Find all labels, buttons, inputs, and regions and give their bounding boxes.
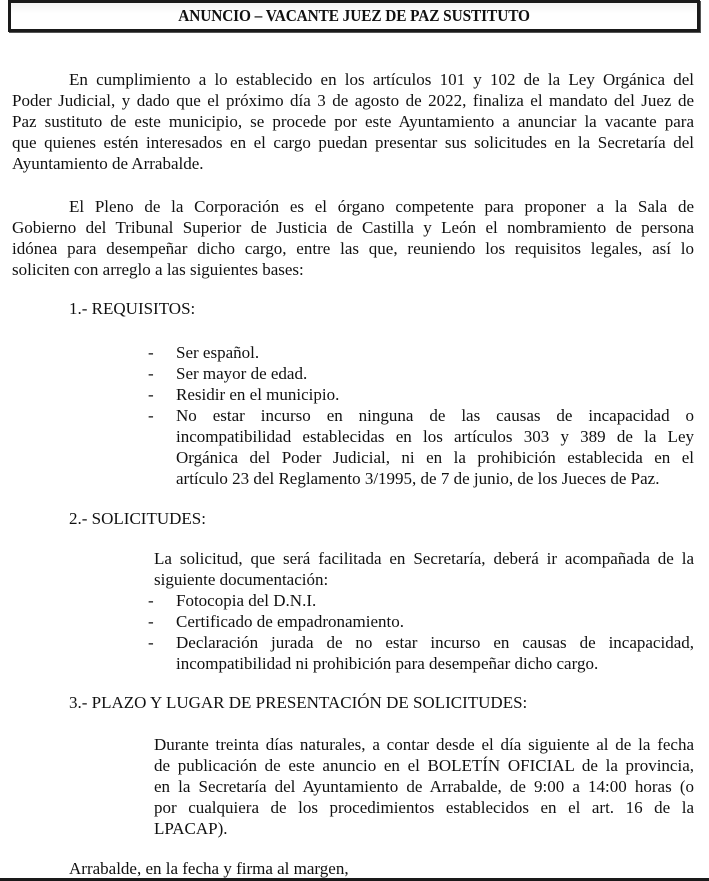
title-box: [8, 0, 700, 32]
list-item: [146, 632, 694, 674]
paragraph-line: La solicitud, que será facilitada en Secretaría, deberá ir acompañada de la: [154, 549, 694, 568]
plazo-body: [154, 734, 694, 839]
list-item: [146, 590, 694, 611]
list-item-text: artículo 23 del Reglamento 3/1995, de 7 de junio, de los Jueces de Paz.: [176, 469, 660, 488]
paragraph-line: El Pleno de la Corporación es el órgano competente para proponer a la Sala de: [69, 197, 694, 216]
list-item-text: Ser mayor de edad.: [176, 364, 308, 383]
list-item: [146, 342, 694, 363]
list-item-text: incompatibilidad ni prohibición para desempeñar dicho cargo.: [176, 654, 599, 673]
section-heading-requisitos: 1.- REQUISITOS:: [69, 299, 196, 318]
intro-paragraph: [12, 69, 694, 174]
section-heading-plazo: 3.- PLAZO Y LUGAR DE PRESENTACIÓN DE SOLICITUDES:: [69, 693, 528, 712]
list-item-text: Certificado de empadronamiento.: [176, 612, 404, 631]
list-item-text: Residir en el municipio.: [176, 385, 340, 404]
list-item: [146, 405, 694, 489]
paragraph-line: por cualquiera de los procedimientos establecidos en el art. 16 de la: [154, 798, 694, 817]
closing-line: Arrabalde, en la fecha y firma al margen,: [69, 859, 349, 878]
dash-bullet-icon: -: [148, 406, 154, 425]
dash-bullet-icon: -: [148, 591, 154, 610]
paragraph-line: de publicación de este anuncio en el BOLETÍN OFICIAL de la provincia,: [154, 756, 694, 775]
documentacion-list: [146, 590, 694, 674]
dash-bullet-icon: -: [148, 612, 154, 631]
dash-bullet-icon: -: [148, 364, 154, 383]
paragraph-line: LPACAP).: [154, 819, 228, 838]
paragraph-line: Ayuntamiento de Arrabalde.: [12, 154, 204, 173]
requisitos-list: [146, 342, 694, 489]
paragraph-line: Poder Judicial, y dado que el próximo día 3 de agosto de 2022, finaliza el mandato del Juez de: [12, 91, 694, 110]
paragraph-line: Paz sustituto de este municipio, se procede por este Ayuntamiento a anunciar la vacante para: [12, 112, 694, 131]
paragraph-line: En cumplimiento a lo establecido en los artículos 101 y 102 de la Ley Orgánica del: [69, 70, 694, 89]
list-item: [146, 363, 694, 384]
list-item: [146, 611, 694, 632]
paragraph-line: Durante treinta días naturales, a contar desde el día siguiente al de la fecha: [154, 735, 694, 754]
solicitudes-intro: [154, 548, 694, 590]
competence-paragraph: [12, 196, 694, 280]
paragraph-line: Gobierno del Tribunal Superior de Justicia de Castilla y León el nombramiento de persona: [12, 218, 694, 237]
paragraph-line: idónea para desempeñar dicho cargo, entre las que, reuniendo los requisitos legales, así lo: [12, 239, 694, 258]
list-item-text: Fotocopia del D.N.I.: [176, 591, 317, 610]
list-item: [146, 384, 694, 405]
list-item-text: Declaración jurada de no estar incurso en causas de incapacidad,: [176, 633, 694, 652]
dash-bullet-icon: -: [148, 385, 154, 404]
dash-bullet-icon: -: [148, 633, 154, 652]
list-item-text: Orgánica del Poder Judicial, ni en la prohibición establecida en el: [176, 448, 694, 467]
list-item-text: incompatibilidad establecidas en los artículos 303 y 389 de la Ley: [176, 427, 694, 446]
paragraph-line: soliciten con arreglo a las siguientes bases:: [12, 260, 304, 279]
paragraph-line: que quienes estén interesados en el cargo puedan presentar sus solicitudes en la Secretaría del: [12, 133, 694, 152]
paragraph-line: en la Secretaría del Ayuntamiento de Arrabalde, de 9:00 a 14:00 horas (o: [154, 777, 694, 796]
paragraph-line: siguiente documentación:: [154, 570, 329, 589]
list-item-text: No estar incurso en ninguna de las causas de incapacidad o: [176, 406, 694, 425]
document-title: ANUNCIO – VACANTE JUEZ DE PAZ SUSTITUTO: [178, 6, 530, 25]
list-item-text: Ser español.: [176, 343, 260, 362]
section-heading-solicitudes: 2.- SOLICITUDES:: [69, 509, 206, 528]
dash-bullet-icon: -: [148, 343, 154, 362]
